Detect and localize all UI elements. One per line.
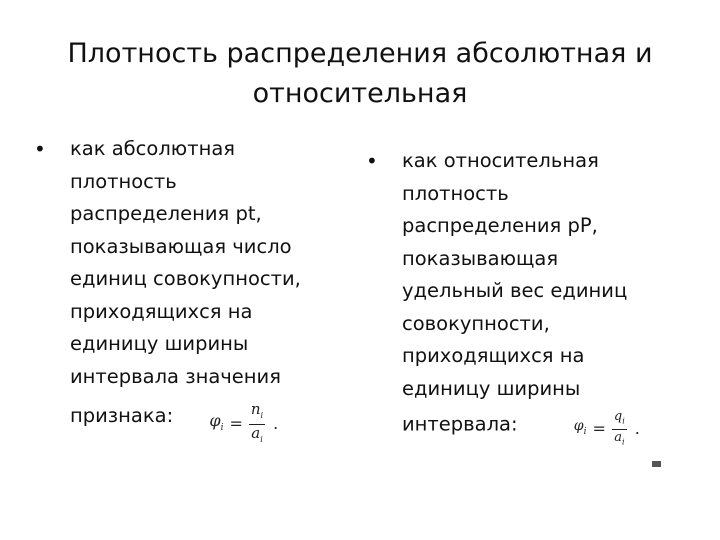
- text-line: распределения pt,: [70, 202, 262, 225]
- text-line: интервала значения: [70, 364, 281, 388]
- formula-fraction: [612, 409, 627, 449]
- right-bullet-item: [366, 145, 686, 445]
- title-line-1: Плотность распределения абсолютная и: [67, 38, 653, 69]
- bullet-icon: •: [34, 137, 46, 161]
- text-line: единицу ширины: [402, 376, 581, 400]
- text-line: плотность: [402, 181, 509, 205]
- absolute-density-formula: [209, 401, 278, 448]
- left-column: [34, 133, 354, 444]
- text-line: плотность: [70, 169, 177, 193]
- slide-title: [40, 34, 680, 114]
- relative-density-formula: [574, 409, 640, 449]
- text-line: приходящихся на: [70, 299, 253, 323]
- text-line: приходящихся на: [402, 344, 585, 367]
- image-artifact: [652, 461, 661, 467]
- text-line-label: признака:: [70, 404, 174, 427]
- text-line: как абсолютная: [70, 137, 235, 160]
- formula-end: .: [634, 418, 640, 438]
- formula-equals: =: [592, 418, 606, 438]
- left-bullet-text: [70, 133, 301, 444]
- formula-lhs: $\varphi_i$: [573, 417, 587, 437]
- text-line-last: [402, 405, 640, 445]
- left-bullet-item: [34, 133, 354, 444]
- text-line: распределения pP,: [402, 214, 598, 237]
- text-line: удельный вес единиц: [402, 279, 628, 302]
- text-line: как относительная: [402, 149, 599, 172]
- formula-denominator: $a_i$: [614, 429, 625, 447]
- text-line-label: интервала:: [402, 412, 518, 436]
- right-bullet-text: [402, 145, 640, 445]
- text-line: показывающая: [402, 246, 559, 270]
- bullet-icon: •: [366, 149, 378, 173]
- formula-numerator: $n_i$: [249, 401, 265, 425]
- right-column: [366, 145, 686, 445]
- text-line: показывающая число: [70, 234, 292, 258]
- formula-fraction: [249, 401, 265, 448]
- text-line: единиц совокупности,: [70, 267, 301, 290]
- formula-end: .: [273, 414, 279, 434]
- formula-numerator: $q_i$: [612, 409, 627, 430]
- formula-lhs: $\varphi_i$: [209, 410, 224, 433]
- text-line: совокупности,: [402, 311, 550, 335]
- text-line-last: [70, 393, 301, 444]
- formula-denominator: $a_i$: [251, 424, 263, 444]
- formula-equals: =: [229, 414, 243, 434]
- text-line: единицу ширины: [70, 332, 249, 355]
- title-line-2: относительная: [252, 78, 468, 109]
